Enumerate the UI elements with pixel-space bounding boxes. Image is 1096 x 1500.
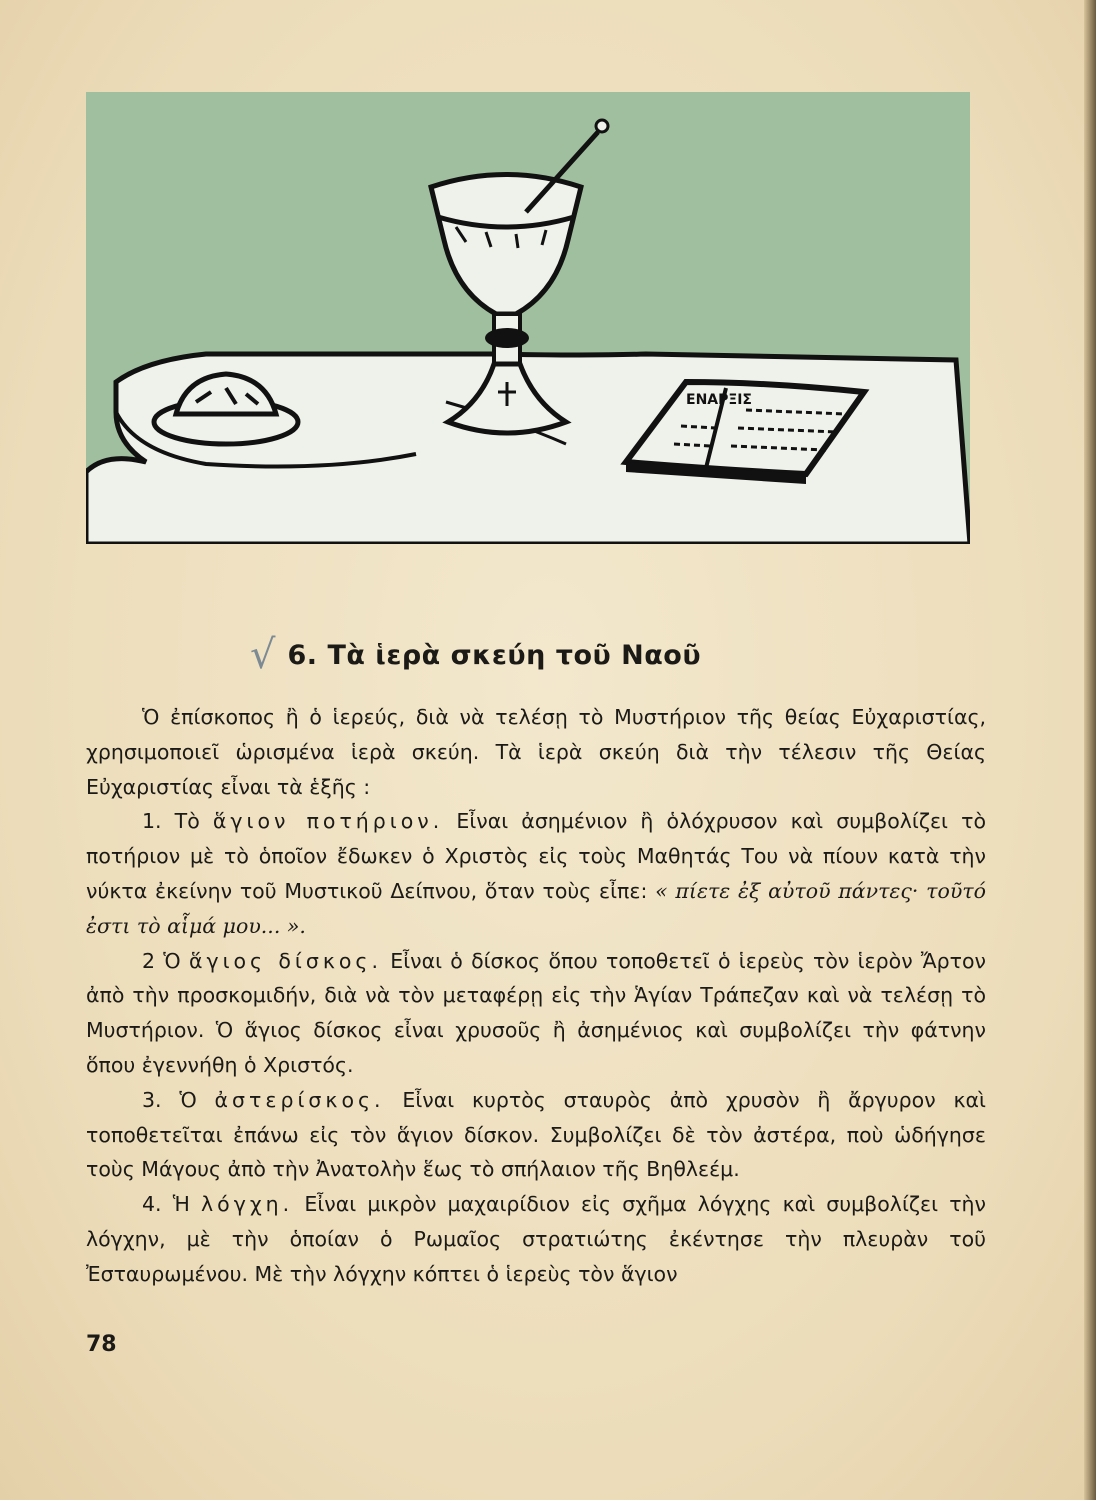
item2-num: 2 Ὁ [142,948,189,973]
paragraph-item-3 [86,1083,986,1187]
page-number: 78 [86,1332,117,1357]
spoon-tip [596,120,608,132]
item3-num: 3. Ὁ [142,1087,215,1112]
chalice-illustration [86,92,970,544]
item1-text: Εἶναι ἀσημένιον ἢ ὁλόχρυσον καὶ συμβολίζει τὸ ποτήριον μὲ τὸ ὁποῖον ἔδωκεν ὁ Χριστὸς εἰς τοὺς Μαθητάς Του νὰ πίουν κατὰ τὴν νύκτα ἐκείνην τοῦ Μυστικοῦ Δείπνου, ὅταν τοὺς εἶπε: [86,809,987,903]
item1-num: 1. Τὸ [142,809,213,834]
page-edge-shadow [1084,0,1096,1500]
illustration-drawing [86,92,970,544]
item1-term: ἅγιον ποτήριον. [212,809,444,834]
item2-text: Εἶναι ὁ δίσκος ὅπου τοποθετεῖ ὁ ἱερεὺς τὸν ἱερὸν Ἄρτον ἀπὸ τὴν προσκομιδήν, διὰ νὰ τὸν μεταφέρῃ εἰς τὴν Ἁγίαν Τράπεζαν καὶ νὰ τελέσῃ τὸ Μυστήριον. Ὁ ἅγιος δίσκος εἶναι χρυσοῦς ἢ ἀσημένιος καὶ συμβολίζει τὴν φάτνην ὅπου ἐγεννήθη ὁ Χριστός. [86,948,987,1077]
paragraph-item-1 [86,804,986,943]
item4-num: 4. Ἡ [142,1192,202,1217]
paragraph-item-4 [86,1187,986,1291]
pencil-check-mark: √ [250,632,276,678]
section-title: 6. Τὰ ἱερὰ σκεύη τοῦ Ναοῦ [287,639,702,671]
chalice-knop [485,328,529,348]
item1-quote: « πίετε ἐξ αὐτοῦ πάντες· τοῦτό ἐστι τὸ αἷμά μου... ». [86,878,986,938]
intro-text: Ὁ ἐπίσκοπος ἢ ὁ ἱερεύς, διὰ νὰ τελέσῃ τὸ Μυστήριον τῆς θείας Εὐχαριστίας, χρησιμοποιεῖ ὡρισμένα ἱερὰ σκεύη. Τὰ ἱερὰ σκεύη διὰ τὴν τέλεσιν τῆς Θείας Εὐχαριστίας εἶναι τὰ ἑξῆς : [86,705,986,799]
item4-text: Εἶναι μικρὸν μαχαιρίδιον εἰς σχῆμα λόγχης καὶ συμβολίζει τὴν λόγχην, μὲ τὴν ὁποίαν ὁ Ρωμαῖος στρατιώτης ἐκέντησε τὴν πλευρὰν τοῦ Ἐσταυρωμένου. Μὲ τὴν λόγχην κόπτει ὁ ἱερεὺς τὸν ἅγιον [86,1192,987,1286]
item4-term: λόγχη. [201,1192,294,1217]
book-text: ΕΝΑΡΞΙΣ [686,392,752,408]
paragraph-intro [86,700,986,804]
section-heading [250,630,810,680]
body-text [86,700,986,1292]
chalice-cup [431,175,581,315]
item2-term: ἅγιος δίσκος. [188,948,382,973]
item3-term: ἀστερίσκος. [214,1087,385,1112]
paragraph-item-2 [86,944,986,1083]
item3-text: Εἶναι κυρτὸς σταυρὸς ἀπὸ χρυσὸν ἢ ἄργυρον καὶ τοποθετεῖται ἐπάνω εἰς τὸν ἅγιον δίσκον. Συμβολίζει δὲ τὸν ἀστέρα, ποὺ ὡδήγησε τοὺς Μάγους ἀπὸ τὴν Ἀνατολὴν ἕως τὸ σπήλαιον τῆς Βηθλεέμ. [86,1087,986,1182]
